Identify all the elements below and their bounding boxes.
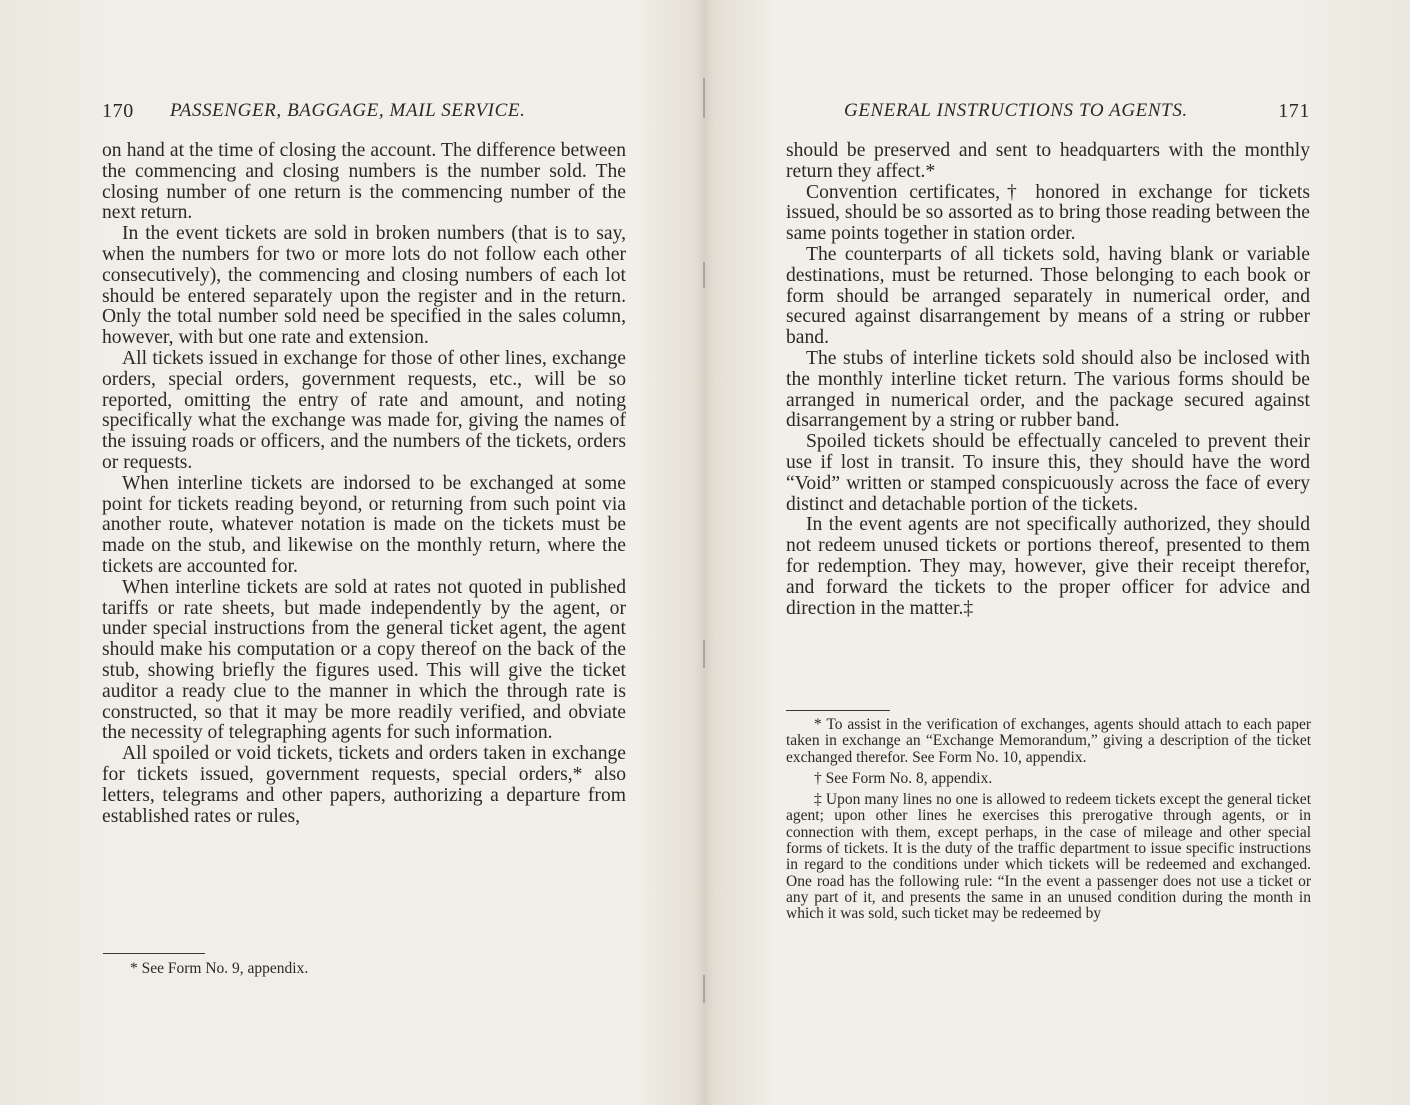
running-head: PASSENGER, BAGGAGE, MAIL SERVICE. [170,100,526,121]
right-page [706,0,1410,1105]
page-number: 170 [102,100,134,122]
paragraph: All spoiled or void tickets, tickets and orders taken in exchange for tickets issued, government requests, special orders,* also letters, telegrams and other papers, authorizing a departure from established rates or rules, [102,743,626,827]
right-page-footnotes [786,717,1311,928]
paragraph: When interline tickets are sold at rates not quoted in published tariffs or rate sheets, but made independently by the agent, or under special instructions from the general ticket agent, the agent should make his computation or a copy thereof on the back of the stub, showing briefly the figures used. This will give the ticket auditor a ready clue to the manner in which the through rate is constructed, so that it may be more readily verified, and obviate the necessity of telegraphing agents for such information. [102,576,626,744]
paragraph: The stubs of interline tickets sold should also be inclosed with the monthly interline ticket return. The various forms should be arranged in numerical order, and the package secured against disarrangement by a string or rubber band. [786,347,1310,432]
right-page-header [786,96,1310,126]
footnote: † See Form No. 8, appendix. [814,769,993,787]
paragraph: Spoiled tickets should be effectually canceled to prevent their use if lost in transit. To insure this, they should have the word “Void” written or stamped conspicuously across the face of every distinct and detachable portion of the tickets. [786,431,1310,515]
footnote-rule [103,953,205,954]
footnote-rule [786,710,890,711]
paragraph: Convention certificates,† honored in exchange for tickets issued, should be so assorted as to bring those reading between the same points together in station order. [786,181,1310,245]
right-page-body [786,141,1310,619]
left-page-body [102,141,626,827]
footnote: * See Form No. 9, appendix. [130,960,309,977]
paragraph: In the event tickets are sold in broken numbers (that is to say, when the numbers for two or more lots do not follow each other consecutively), the commencing and closing numbers of each lot should be entered separately upon the register and in the return. Only the total number sold need be specified in the sales column, however, with but one rate and extension. [102,223,626,349]
paragraph: should be preserved and sent to headquarters with the monthly return they affect.* [786,140,1310,182]
running-head: GENERAL INSTRUCTIONS TO AGENTS. [844,100,1188,121]
paragraph: All tickets issued in exchange for those of other lines, exchange orders, special orders, government requests, etc., will be so reported, omitting the entry of rate and amount, and noting specifically what the exchange was made for, giving the names of the issuing roads or officers, and the numbers of the tickets, orders or requests. [102,347,626,473]
paragraph: on hand at the time of closing the account. The difference between the commencing and closing numbers is the number sold. The closing number of one return is the commencing number of the next return. [102,140,626,224]
paragraph: The counterparts of all tickets sold, having blank or variable destinations, must be returned. Those belonging to each book or form should be arranged separately in numerical order, and secured against disarrangement by means of a string or rubber band. [786,243,1310,349]
page-number: 171 [1278,100,1310,122]
paragraph: In the event agents are not specifically authorized, they should not redeem unused tickets or portions thereof, presented to them for redemption. They may, however, give their receipt therefor, and forward the tickets to the proper officer for advice and direction in the matter.‡ [786,514,1310,619]
paragraph: When interline tickets are indorsed to be exchanged at some point for tickets reading beyond, or returning from such point via another route, whatever notation is made on the tickets must be made on the stub, and likewise on the monthly return, where the tickets are accounted for. [102,472,626,577]
left-page-footnotes [102,961,626,982]
footnote: ‡ Upon many lines no one is allowed to redeem tickets except the general ticket agent; upon other lines he exercises this prerogative through agents, or in connection with them, except perhaps, in the case of mileage and other special forms of tickets. It is the duty of the traffic department to issue specific instructions in regard to the conditions under which tickets will be redeemed and exchanged. One road has the following rule: “In the event a passenger does not use a ticket or any part of it, and presents the same in an unused condition during the month in which it was sold, such ticket may be redeemed by [786,791,1311,923]
left-page [0,0,704,1105]
footnote: * To assist in the verification of exchanges, agents should attach to each paper taken in exchange an “Exchange Memorandum,” giving a description of the ticket exchanged therefor. See Form No. 10, appendix. [786,716,1311,766]
left-page-header [102,96,628,126]
